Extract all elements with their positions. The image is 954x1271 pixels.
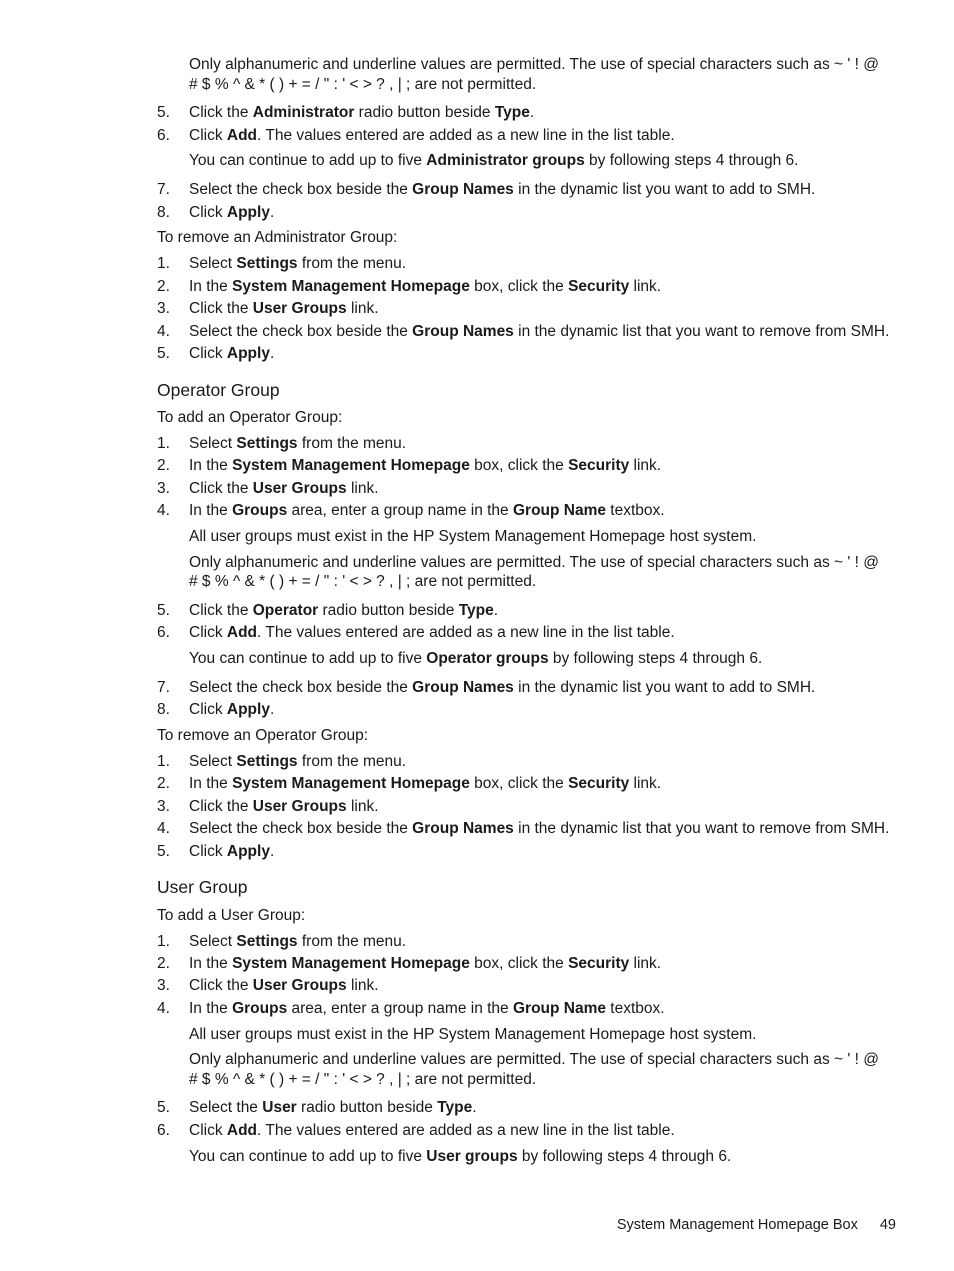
step-security-link: In the System Management Homepage box, click the Security link.: [189, 457, 662, 474]
step-click-apply: Click Apply.: [189, 701, 275, 718]
special-chars-note-line1: Only alphanumeric and underline values are permitted. The use of special characters such as ~ ' ! @: [189, 56, 880, 73]
step-number: 1.: [157, 255, 170, 272]
step-number: 8.: [157, 701, 170, 718]
step-select-checkbox: Select the check box beside the Group Names in the dynamic list you want to add to SMH.: [189, 181, 816, 198]
step-number: 8.: [157, 204, 170, 221]
section-heading-user: User Group: [157, 877, 248, 897]
page-footer: [617, 1215, 896, 1235]
intro-add-operator: To add an Operator Group:: [157, 409, 343, 426]
special-chars-note-line1: Only alphanumeric and underline values are permitted. The use of special characters such as ~ ' ! @: [189, 554, 880, 571]
step-user-radio: Select the User radio button beside Type.: [189, 1099, 477, 1116]
step-number: 2.: [157, 457, 170, 474]
step-number: 4.: [157, 1000, 170, 1017]
step-select-checkbox: Select the check box beside the Group Names in the dynamic list you want to add to SMH.: [189, 679, 816, 696]
note-groups-exist: All user groups must exist in the HP System Management Homepage host system.: [189, 1026, 757, 1043]
step-number: 4.: [157, 323, 170, 340]
step-number: 1.: [157, 933, 170, 950]
page-number: 49: [879, 1217, 896, 1233]
step-click-add: Click Add. The values entered are added as a new line in the list table.: [189, 624, 675, 641]
step-select-settings: Select Settings from the menu.: [189, 255, 407, 272]
step-number: 1.: [157, 435, 170, 452]
step-number: 3.: [157, 798, 170, 815]
step-select-settings: Select Settings from the menu.: [189, 753, 407, 770]
special-chars-note-line2: # $ % ^ & * ( ) + = / " : ' < > ? , | ; are not permitted.: [189, 573, 537, 590]
intro-remove-operator: To remove an Operator Group:: [157, 727, 369, 744]
step-note-continue: You can continue to add up to five Administrator groups by following steps 4 through 6.: [189, 152, 799, 169]
step-select-checkbox: Select the check box beside the Group Names in the dynamic list that you want to remove from SMH.: [189, 820, 890, 837]
step-number: 6.: [157, 1122, 170, 1139]
step-user-groups-link: Click the User Groups link.: [189, 798, 379, 815]
footer-section-title: System Management Homepage Box: [616, 1217, 858, 1233]
step-click-apply: Click Apply.: [189, 345, 275, 362]
step-number: 2.: [157, 278, 170, 295]
step-operator-radio: Click the Operator radio button beside Type.: [189, 602, 499, 619]
step-number: 5.: [157, 1099, 170, 1116]
step-number: 7.: [157, 679, 170, 696]
step-user-groups-link: Click the User Groups link.: [189, 480, 379, 497]
step-click-apply: Click Apply.: [189, 843, 275, 860]
step-select-settings: Select Settings from the menu.: [189, 933, 407, 950]
step-number: 3.: [157, 977, 170, 994]
step-number: 2.: [157, 775, 170, 792]
special-chars-note-line2: # $ % ^ & * ( ) + = / " : ' < > ? , | ; are not permitted.: [189, 76, 537, 93]
step-number: 3.: [157, 300, 170, 317]
step-security-link: In the System Management Homepage box, click the Security link.: [189, 278, 662, 295]
step-click-add: Click Add. The values entered are added as a new line in the list table.: [189, 1122, 675, 1139]
intro-remove-admin: To remove an Administrator Group:: [157, 229, 398, 246]
step-number: 5.: [157, 602, 170, 619]
special-chars-note-line1: Only alphanumeric and underline values are permitted. The use of special characters such as ~ ' ! @: [189, 1051, 880, 1068]
section-heading-operator: Operator Group: [157, 380, 280, 400]
step-select-settings: Select Settings from the menu.: [189, 435, 407, 452]
step-number: 5.: [157, 104, 170, 121]
step-enter-group-name: In the Groups area, enter a group name in the Group Name textbox.: [189, 502, 665, 519]
step-admin-radio: Click the Administrator radio button beside Type.: [189, 104, 535, 121]
step-number: 5.: [157, 345, 170, 362]
step-number: 3.: [157, 480, 170, 497]
special-chars-note-line2: # $ % ^ & * ( ) + = / " : ' < > ? , | ; are not permitted.: [189, 1071, 537, 1088]
step-click-apply: Click Apply.: [189, 204, 275, 221]
step-note-continue: You can continue to add up to five Operator groups by following steps 4 through 6.: [189, 650, 763, 667]
step-user-groups-link: Click the User Groups link.: [189, 300, 379, 317]
step-number: 2.: [157, 955, 170, 972]
step-security-link: In the System Management Homepage box, click the Security link.: [189, 775, 662, 792]
step-number: 1.: [157, 753, 170, 770]
step-number: 4.: [157, 502, 170, 519]
step-click-add: Click Add. The values entered are added as a new line in the list table.: [189, 127, 675, 144]
step-number: 5.: [157, 843, 170, 860]
step-number: 6.: [157, 127, 170, 144]
step-number: 6.: [157, 624, 170, 641]
step-number: 7.: [157, 181, 170, 198]
step-enter-group-name: In the Groups area, enter a group name in the Group Name textbox.: [189, 1000, 665, 1017]
step-user-groups-link: Click the User Groups link.: [189, 977, 379, 994]
note-groups-exist: All user groups must exist in the HP System Management Homepage host system.: [189, 528, 757, 545]
step-note-continue: You can continue to add up to five User groups by following steps 4 through 6.: [189, 1148, 732, 1165]
step-security-link: In the System Management Homepage box, click the Security link.: [189, 955, 662, 972]
step-number: 4.: [157, 820, 170, 837]
step-select-checkbox: Select the check box beside the Group Names in the dynamic list that you want to remove from SMH.: [189, 323, 890, 340]
intro-add-user: To add a User Group:: [157, 907, 306, 924]
